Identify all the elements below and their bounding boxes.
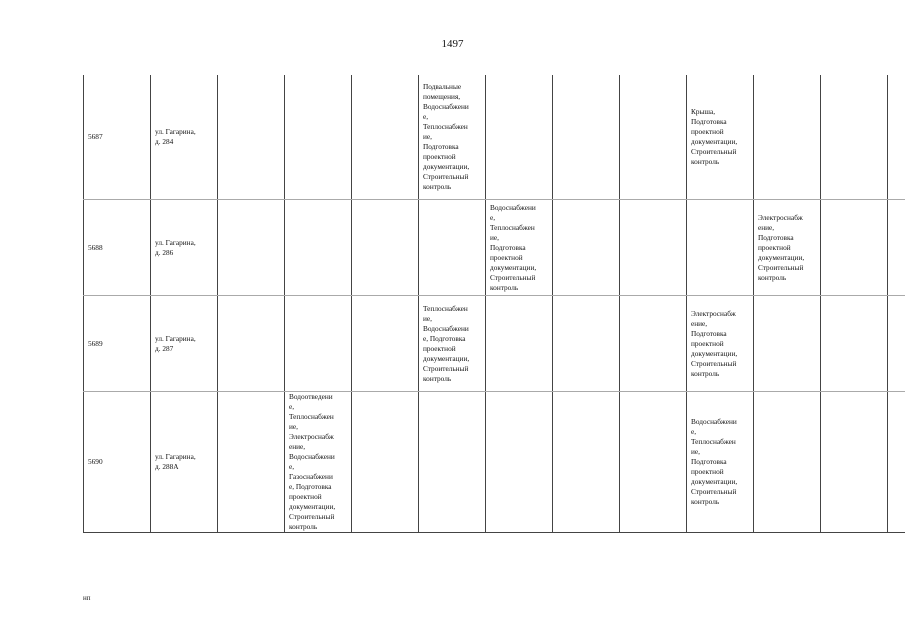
table-cell [620,75,687,200]
table-cell [821,75,888,200]
table-cell [888,392,905,533]
table-row [84,200,905,296]
table-cell: Электроснабж ение, Подготовка проектной документации, Строительный контроль [754,200,821,296]
row-number: 5689 [84,296,151,392]
table-cell: Водоотведени е, Теплоснабжен ие, Электроснабж ение, Водоснабжени е, Газоснабжени е, Подготовка проектной документации, Строительный контроль [285,392,352,533]
table-cell [486,296,553,392]
table-cell [821,200,888,296]
footer-mark: нп [83,594,91,602]
table-cell [285,200,352,296]
table-cell: Теплоснабжен ие, Водоснабжени е, Подготовка проектной документации, Строительный контроль [419,296,486,392]
address-cell: ул. Гагарина, д. 284 [151,75,218,200]
row-number: 5687 [84,75,151,200]
table-cell [754,75,821,200]
table-cell [352,392,419,533]
table-cell [419,392,486,533]
works-table [83,75,905,533]
table-cell [352,200,419,296]
table-cell [218,75,285,200]
table-cell [687,200,754,296]
table-cell [285,75,352,200]
table-row [84,392,905,533]
table-cell [888,75,905,200]
table-cell [821,392,888,533]
address-cell: ул. Гагарина, д. 288А [151,392,218,533]
table-row [84,75,905,200]
table-cell: Водоснабжени е, Теплоснабжен ие, Подготовка проектной документации, Строительный контроль [486,200,553,296]
table-cell [285,296,352,392]
table-cell: Подвальные помещения, Водоснабжени е, Теплоснабжен ие, Подготовка проектной документации, Строительный контроль [419,75,486,200]
address-cell: ул. Гагарина, д. 286 [151,200,218,296]
table-cell [620,296,687,392]
table-row [84,296,905,392]
row-number: 5688 [84,200,151,296]
table-cell [754,296,821,392]
table-cell: Крыша, Подготовка проектной документации, Строительный контроль [687,75,754,200]
table-cell [486,75,553,200]
table-cell [821,296,888,392]
table-cell [419,200,486,296]
row-number: 5690 [84,392,151,533]
table-cell [888,200,905,296]
table-cell: Водоснабжени е, Теплоснабжен ие, Подготовка проектной документации, Строительный контроль [687,392,754,533]
table-cell [218,200,285,296]
table-cell [754,392,821,533]
table-cell [218,296,285,392]
address-cell: ул. Гагарина, д. 287 [151,296,218,392]
table-cell [620,200,687,296]
table-cell [620,392,687,533]
table-cell [486,392,553,533]
table-cell [888,296,905,392]
page-number: 1497 [441,38,464,50]
table-cell [352,296,419,392]
table-cell [553,392,620,533]
table-cell [553,200,620,296]
table-cell [553,75,620,200]
table-cell [352,75,419,200]
table-cell: Электроснабж ение, Подготовка проектной документации, Строительный контроль [687,296,754,392]
table-cell [218,392,285,533]
table-cell [553,296,620,392]
